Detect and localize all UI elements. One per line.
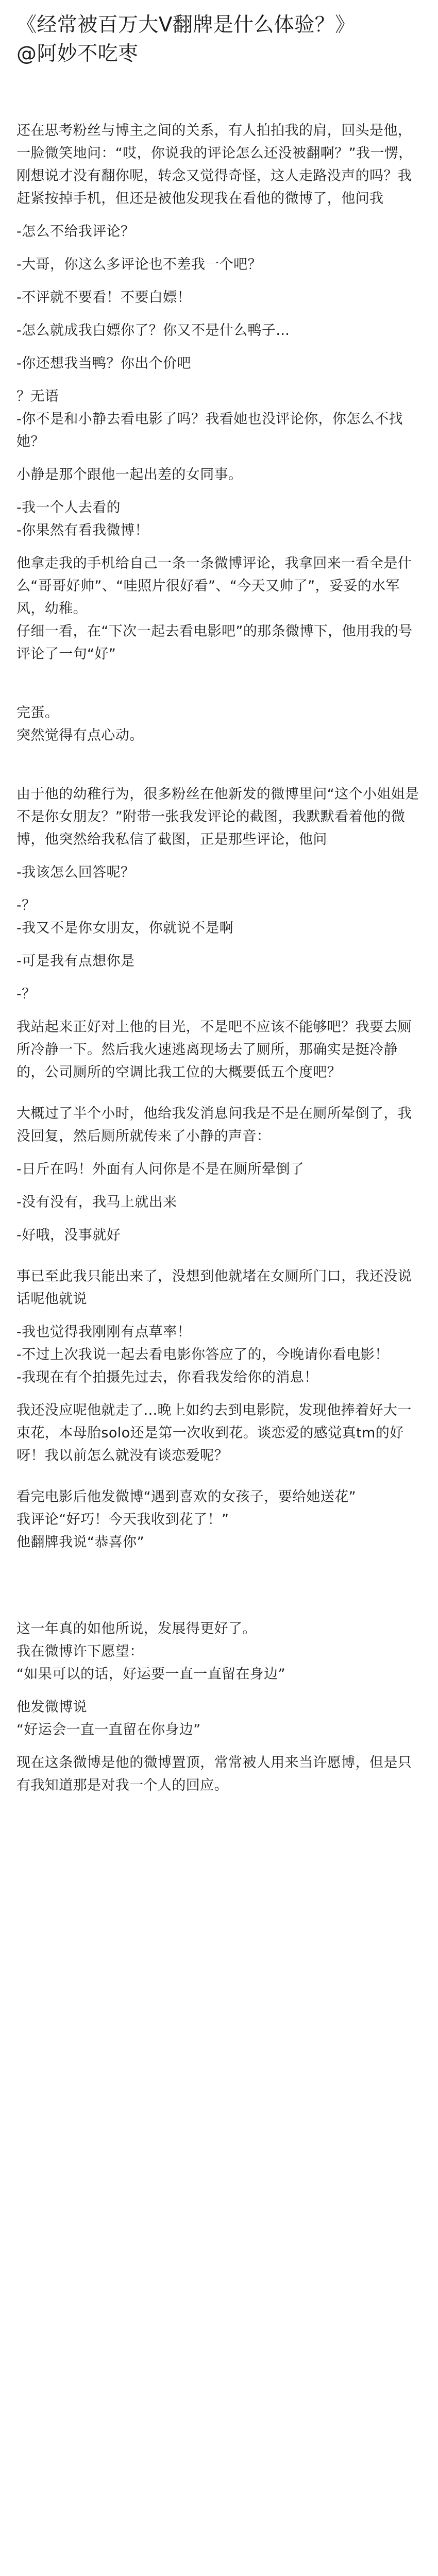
story-paragraph: 大概过了半个小时，他给我发消息问我是不是在厕所晕倒了，我没回复，然后厕所就传来了小静的声音： bbox=[16, 1106, 412, 1144]
story-paragraph: 看完电影后他发微博“遇到喜欢的女孩子，要给她送花” bbox=[16, 1489, 356, 1505]
story-paragraph: 他拿走我的手机给自己一条一条微博评论，我拿回来一看全是什么“哥哥好帅”、“哇照片很好看”、“今天又帅了”，妥妥的水军风，幼稚。 bbox=[16, 555, 412, 617]
paragraph-gap bbox=[16, 1686, 422, 1696]
story-paragraph: -你果然有看我微博！ bbox=[16, 522, 149, 538]
story-paragraph: -我现在有个拍摄先过去，你看我发给你的消息！ bbox=[16, 1369, 318, 1385]
story-paragraph: -你不是和小静去看电影了吗？我看她也没评论你，你怎么不找她？ bbox=[16, 411, 403, 450]
story-paragraph: -怎么就成我白嫖你了？你又不是什么鸭子... bbox=[16, 323, 290, 338]
story-paragraph: 事已至此我只能出来了，没想到他就堵在女厕所门口，我还没说话呢他就说 bbox=[16, 1268, 412, 1307]
paragraph-gap bbox=[16, 747, 422, 783]
story-paragraph: -我也觉得我刚刚有点草率！ bbox=[16, 1324, 191, 1340]
story-paragraph: -？ bbox=[16, 897, 36, 913]
story-paragraph: 我站起来正好对上他的目光，不是吧不应该不能够吧？我要去厕所冷静一下。然后我火速逃离现场去了厕所，那确实是挺冷静的，公司厕所的空调比我工位的大概要低五个度吧？ bbox=[16, 1019, 412, 1080]
paragraph-gap bbox=[16, 1389, 422, 1399]
story-paragraph: 他翻牌我说“恭喜你” bbox=[16, 1534, 144, 1550]
story-paragraph: 现在这条微博是他的微博置顶，常常被人用来当许愿博，但是只有我知道那是对我一个人的回应。 bbox=[16, 1755, 412, 1793]
paragraph-gap bbox=[16, 884, 422, 894]
story-paragraph: 突然觉得有点心动。 bbox=[16, 727, 144, 743]
paragraph-gap bbox=[16, 243, 422, 253]
paragraph-gap bbox=[16, 1181, 422, 1191]
paragraph-gap bbox=[16, 851, 422, 861]
paragraph-gap bbox=[16, 1006, 422, 1016]
story-paragraph: 小静是那个跟他一起出差的女同事。 bbox=[16, 467, 243, 483]
story-paragraph: -日斤在吗！外面有人问你是不是在厕所晕倒了 bbox=[16, 1161, 305, 1177]
paragraph-gap bbox=[16, 1467, 422, 1486]
paragraph-gap bbox=[16, 342, 422, 352]
story-paragraph: 这一年真的如他所说，发展得更好了。 bbox=[16, 1621, 257, 1637]
story-paragraph: -不过上次我说一起去看电影你答应了的，今晚请你看电影！ bbox=[16, 1347, 389, 1363]
story-paragraph: -我该怎么回答呢？ bbox=[16, 865, 135, 880]
paragraph-gap bbox=[16, 542, 422, 552]
paragraph-gap bbox=[16, 666, 422, 702]
paragraph-gap bbox=[16, 1554, 422, 1618]
story-paragraph: -好哦，没事就好 bbox=[16, 1227, 121, 1243]
paragraph-gap bbox=[16, 210, 422, 221]
paragraph-gap bbox=[16, 375, 422, 385]
story-paragraph: “好运会一直一直留在你身边” bbox=[16, 1722, 201, 1738]
story-paragraph: -我又不是你女朋友，你就说不是啊 bbox=[16, 920, 234, 936]
story-paragraph: -怎么不给我评论？ bbox=[16, 224, 135, 240]
story-paragraph: -没有没有，我马上就出来 bbox=[16, 1194, 177, 1210]
story-paragraph: 由于他的幼稚行为，很多粉丝在他新发的微博里问“这个小姐姐是不是你女朋友？”附带一张我发评论的截图，我默默看着他的微博，他突然给我私信了截图，正是那些评论，他问 bbox=[16, 786, 419, 848]
paragraph-gap bbox=[16, 276, 422, 286]
paragraph-gap bbox=[16, 940, 422, 950]
paragraph-gap bbox=[16, 1247, 422, 1265]
post-author[interactable]: @阿妙不吃枣 bbox=[16, 42, 139, 65]
story-paragraph: “如果可以的话，好运要一直一直留在身边” bbox=[16, 1666, 285, 1682]
story-paragraph: -大哥，你这么多评论也不差我一个吧？ bbox=[16, 257, 262, 273]
paragraph-gap bbox=[16, 1084, 422, 1103]
paragraph-gap bbox=[16, 309, 422, 319]
story-paragraph: -可是我有点想你是 bbox=[16, 953, 135, 969]
story-paragraph: 我在微博许下愿望： bbox=[16, 1643, 144, 1659]
paragraph-gap bbox=[16, 453, 422, 464]
story-paragraph: -不评就不要看！不要白嫖！ bbox=[16, 290, 191, 306]
story-body bbox=[16, 120, 422, 1797]
post-title: 《经常被百万大V翻牌是什么体验？》 bbox=[16, 13, 356, 37]
story-paragraph: 完蛋。 bbox=[16, 705, 59, 721]
paragraph-gap bbox=[16, 1311, 422, 1321]
paragraph-gap bbox=[16, 1148, 422, 1158]
story-paragraph: 他发微博说 bbox=[16, 1699, 87, 1715]
story-paragraph: 我评论“好巧！今天我收到花了！” bbox=[16, 1512, 229, 1528]
story-paragraph: -？ bbox=[16, 986, 36, 1002]
story-paragraph: 还在思考粉丝与博主之间的关系，有人拍拍我的肩，回头是他，一脸微笑地问：“哎，你说我的评论怎么还没被翻啊？”我一愣，刚想说才没有翻你呢，转念又觉得奇怪，这人走路没声的吗？我赶紧按掉手机，但还是被他发现我在看他的微博了，他问我 bbox=[16, 123, 413, 207]
paragraph-gap bbox=[16, 1741, 422, 1752]
story-paragraph: 我还没应呢他就走了...晚上如约去到电影院，发现他捧着好大一束花，本母胎solo还是第一次收到花。谈恋爱的感觉真tm的好呀！我以前怎么就没有谈恋爱呢？ bbox=[16, 1402, 412, 1464]
post-header bbox=[16, 11, 422, 68]
story-paragraph: ？无语 bbox=[16, 388, 59, 404]
story-paragraph: 仔细一看，在“下次一起去看电影吧”的那条微博下，他用我的号评论了一句“好” bbox=[16, 623, 413, 662]
story-paragraph: -我一个人去看的 bbox=[16, 500, 121, 516]
paragraph-gap bbox=[16, 973, 422, 983]
paragraph-gap bbox=[16, 1214, 422, 1224]
story-paragraph: -你还想我当鸭？你出个价吧 bbox=[16, 355, 191, 371]
paragraph-gap bbox=[16, 486, 422, 497]
